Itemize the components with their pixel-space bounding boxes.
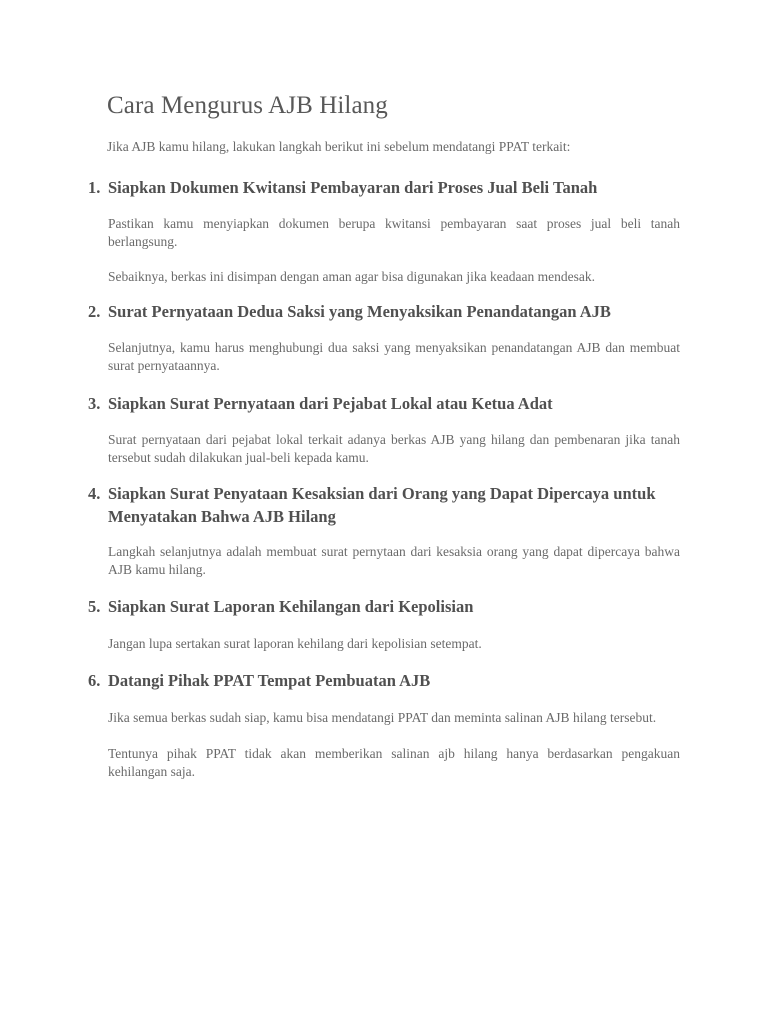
step-item (88, 176, 680, 286)
step-title: Surat Pernyataan Dedua Saksi yang Menyaksikan Penandatangan AJB (108, 302, 611, 321)
step-number: 1. (88, 178, 101, 197)
step-paragraph: Langkah selanjutnya adalah membuat surat pernytaan dari kesaksia orang yang dapat dipercaya bahwa AJB kamu hilang. (108, 544, 680, 577)
step-title: Siapkan Dokumen Kwitansi Pembayaran dari Proses Jual Beli Tanah (108, 178, 598, 197)
step-item (88, 669, 680, 781)
step-paragraph: Surat pernyataan dari pejabat lokal terkait adanya berkas AJB yang hilang dan pembenaran jika tanah tersebut sudah dilakukan jual-beli kepada kamu. (108, 432, 680, 465)
step-title: Siapkan Surat Pernyataan dari Pejabat Lokal atau Ketua Adat (108, 394, 553, 413)
step-item (88, 300, 680, 375)
step-heading (88, 176, 680, 199)
step-heading (88, 482, 680, 528)
step-number: 3. (88, 394, 101, 413)
step-title: Datangi Pihak PPAT Tempat Pembuatan AJB (108, 671, 431, 690)
step-paragraph: Jangan lupa sertakan surat laporan kehilang dari kepolisian setempat. (108, 636, 482, 651)
step-paragraph: Selanjutnya, kamu harus menghubungi dua saksi yang menyaksikan penandatangan AJB dan membuat surat pernyataannya. (108, 340, 680, 373)
steps-list (88, 172, 680, 781)
document-title: Cara Mengurus AJB Hilang (107, 92, 388, 119)
step-number: 4. (88, 484, 101, 503)
step-heading (88, 595, 680, 618)
step-item (88, 595, 680, 653)
step-number: 2. (88, 302, 101, 321)
step-paragraph: Jika semua berkas sudah siap, kamu bisa mendatangi PPAT dan meminta salinan AJB hilang tersebut. (108, 710, 657, 725)
step-number: 6. (88, 671, 101, 690)
step-paragraph: Tentunya pihak PPAT tidak akan memberikan salinan ajb hilang hanya berdasarkan pengakuan kehilangan saja. (108, 746, 680, 779)
step-number: 5. (88, 597, 101, 616)
step-item (88, 392, 680, 467)
step-item (88, 482, 680, 579)
step-title: Siapkan Surat Laporan Kehilangan dari Kepolisian (108, 597, 474, 616)
step-paragraph: Sebaiknya, berkas ini disimpan dengan aman agar bisa digunakan jika keadaan mendesak. (108, 269, 595, 284)
step-title: Siapkan Surat Penyataan Kesaksian dari Orang yang Dapat Dipercaya untuk Menyatakan Bahwa AJB Hilang (108, 484, 656, 526)
step-heading (88, 392, 680, 415)
intro-paragraph: Jika AJB kamu hilang, lakukan langkah berikut ini sebelum mendatangi PPAT terkait: (107, 139, 571, 154)
step-heading (88, 300, 680, 323)
step-heading (88, 669, 680, 692)
step-paragraph: Pastikan kamu menyiapkan dokumen berupa kwitansi pembayaran saat proses jual beli tanah berlangsung. (108, 216, 680, 249)
